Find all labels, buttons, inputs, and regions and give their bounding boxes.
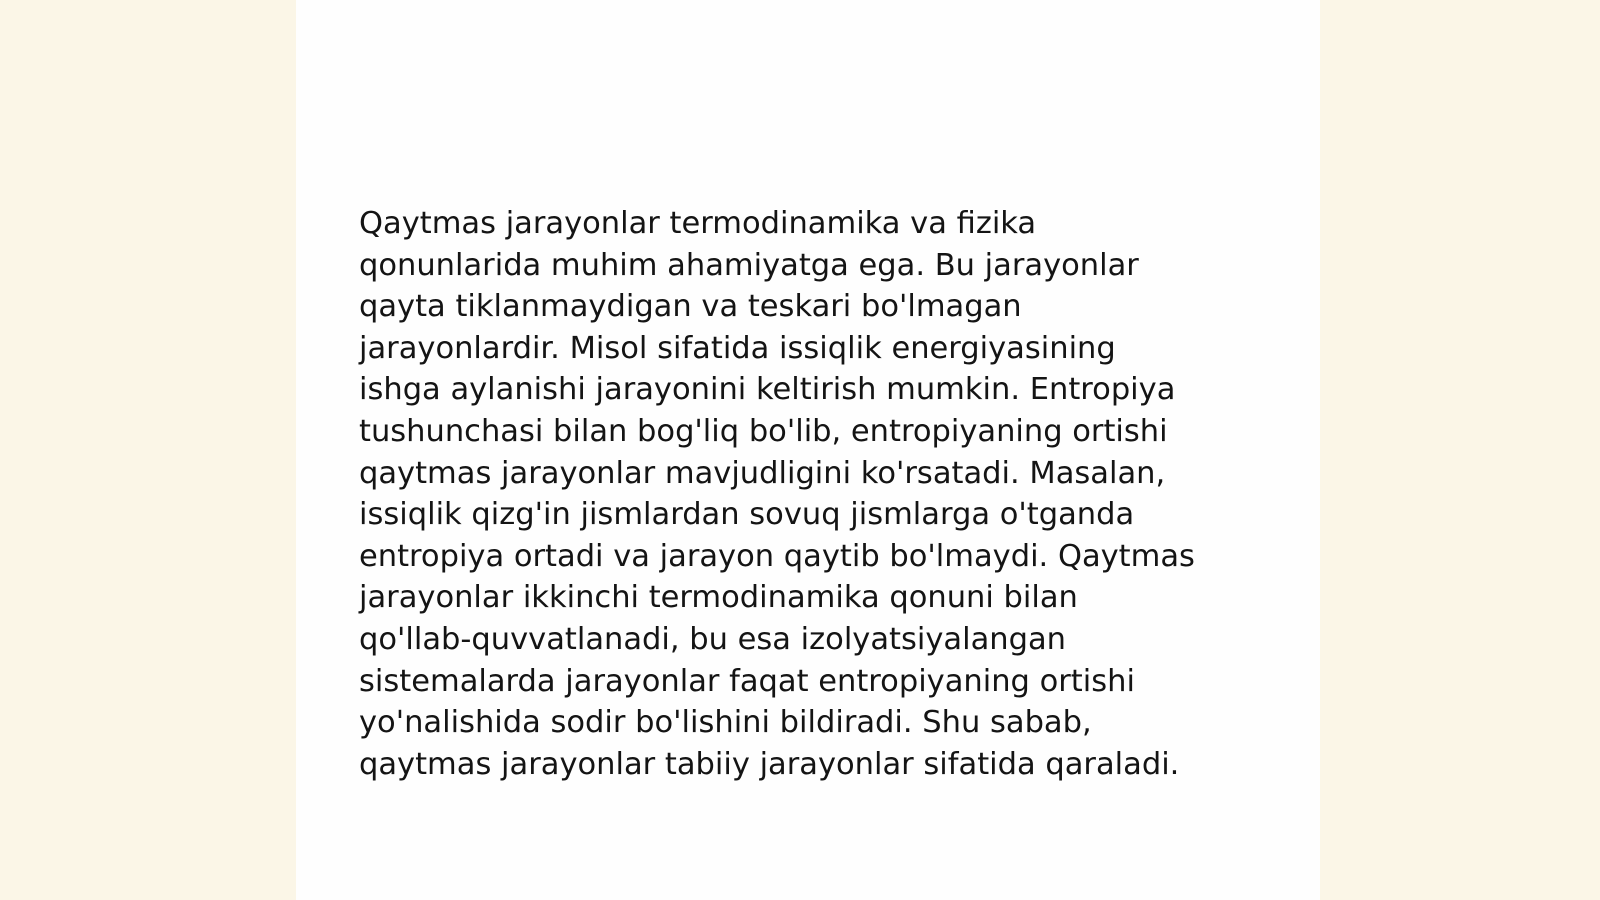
paragraph-line: tushunchasi bilan bog'liq bo'lib, entropiyaning ortishi [359,413,1168,449]
paragraph-line: qo'llab-quvvatlanadi, bu esa izolyatsiyalangan [359,621,1066,657]
paragraph-line: qonunlarida muhim ahamiyatga ega. Bu jarayonlar [359,247,1139,283]
paragraph-line: qaytmas jarayonlar mavjudligini ko'rsatadi. Masalan, [359,455,1166,491]
paragraph-line: yo'nalishida sodir bo'lishini bildiradi. Shu sabab, [359,705,1092,741]
document-page [296,0,1320,900]
paragraph-line: jarayonlardir. Misol sifatida issiqlik energiyasining [359,330,1116,366]
paragraph-line: jarayonlar ikkinchi termodinamika qonuni bilan [359,580,1078,616]
paragraph-line: qayta tiklanmaydigan va teskari bo'lmagan [359,289,1022,325]
paragraph-line: sistemalarda jarayonlar faqat entropiyaning ortishi [359,663,1135,699]
paragraph-line: Qaytmas jarayonlar termodinamika va fizika [359,206,1037,241]
paragraph-line: issiqlik qizg'in jismlardan sovuq jismlarga o'tganda [359,497,1135,533]
paragraph-line: qaytmas jarayonlar tabiiy jarayonlar sifatida qaraladi. [359,746,1180,782]
paragraph-line: ishga aylanishi jarayonini keltirish mumkin. Entropiya [359,372,1176,408]
body-paragraph [359,203,1259,785]
paragraph-line: entropiya ortadi va jarayon qaytib bo'lmaydi. Qaytmas [359,538,1195,574]
